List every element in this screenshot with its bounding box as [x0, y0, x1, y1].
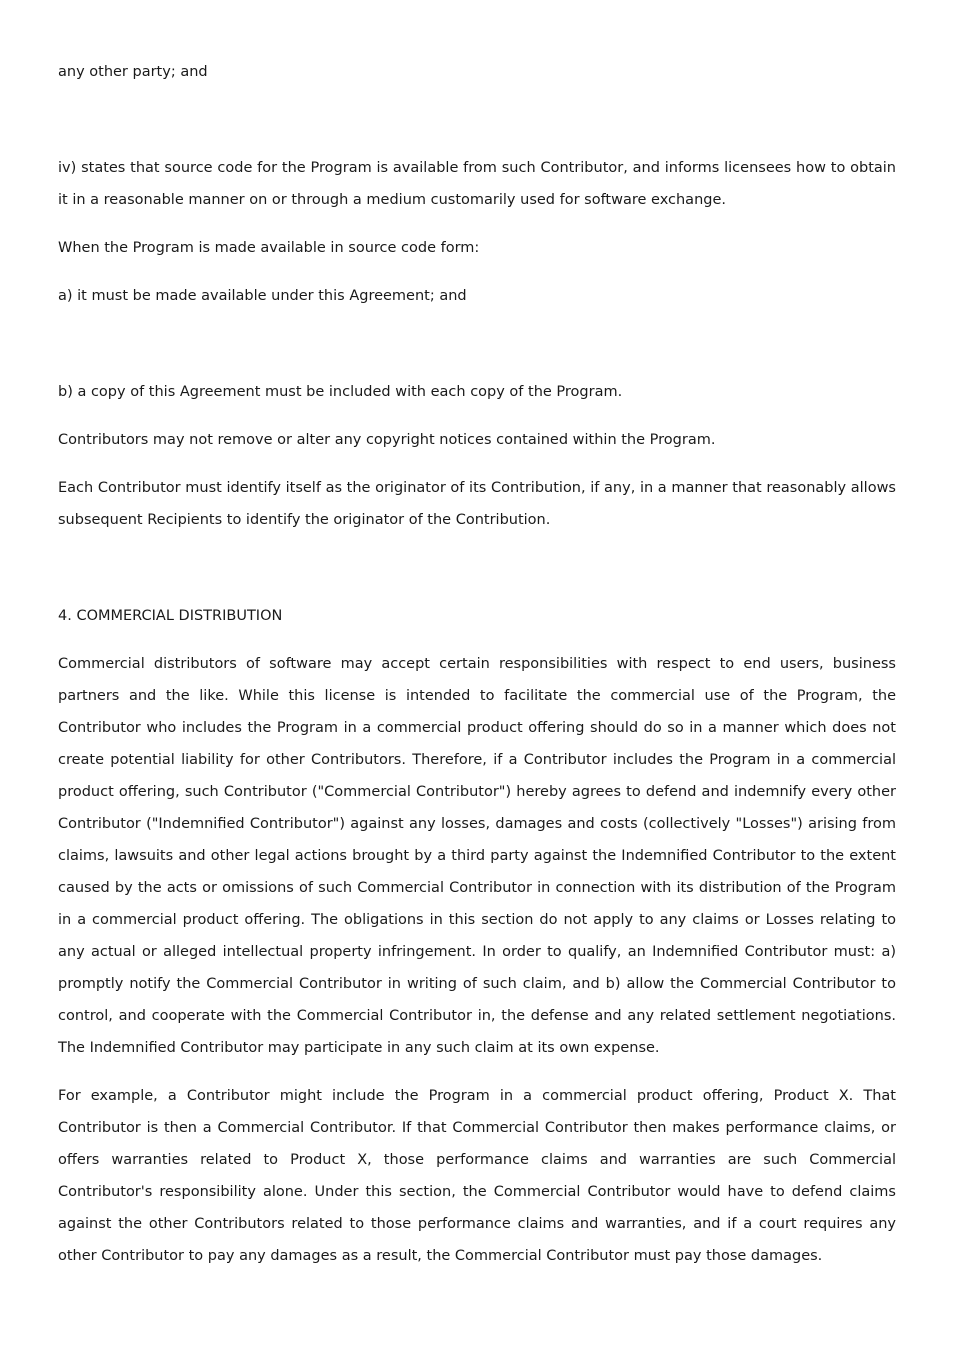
paragraph-identify-originator: Each Contributor must identify itself as the originator of its Contribution, if any, in a manner that reasonably allows subsequent Recipients to identify the originator of the Contribution.: [58, 480, 896, 528]
paragraph-example: For example, a Contributor might include the Program in a commercial product offering, Product X. That Contributor is then a Commercial Contributor. If that Commercial Contributor then makes performance claims, or offers warranties related to Product X, those performance claims and warranties are such Commercial Contributor's responsibility alone. Under this section, the Commercial Contributor would have to defend claims against the other Contributors related to those performance claims and warranties, and if a court requires any other Contributor to pay any damages as a result, the Commercial Contributor must pay those damages.: [58, 1088, 896, 1264]
paragraph-item-b: b) a copy of this Agreement must be included with each copy of the Program.: [58, 384, 623, 400]
paragraph-item-a: a) it must be made available under this Agreement; and: [58, 288, 467, 304]
spacer: [58, 328, 896, 376]
spacer: [58, 552, 896, 600]
spacer: [58, 104, 896, 152]
paragraph-copyright-notices: Contributors may not remove or alter any copyright notices contained within the Program.: [58, 432, 716, 448]
paragraph-source-code-availability: iv) states that source code for the Program is available from such Contributor, and informs licensees how to obtain it in a reasonable manner on or through a medium customarily used for software exchange.: [58, 160, 896, 208]
paragraph-commercial-distributors: Commercial distributors of software may accept certain responsibilities with respect to end users, business partners and the like. While this license is intended to facilitate the commercial use of the Program, the Contributor who includes the Program in a commercial product offering should do so in a manner which does not create potential liability for other Contributors. Therefore, if a Contributor includes the Program in a commercial product offering, such Contributor ("Commercial Contributor") hereby agrees to defend and indemnify every other Contributor ("Indemnified Contributor") against any losses, damages and costs (collectively "Losses") arising from claims, lawsuits and other legal actions brought by a third party against the Indemnified Contributor to the extent caused by the acts or omissions of such Commercial Contributor in connection with its distribution of the Program in a commercial product offering. The obligations in this section do not apply to any claims or Losses relating to any actual or alleged intellectual property infringement. In order to qualify, an Indemnified Contributor must: a) promptly notify the Commercial Contributor in writing of such claim, and b) allow the Commercial Contributor to control, and cooperate with the Commercial Contributor in, the defense and any related settlement negotiations. The Indemnified Contributor may participate in any such claim at its own expense.: [58, 656, 896, 1056]
paragraph-any-other-party: any other party; and: [58, 64, 208, 80]
document-page: [58, 56, 896, 1288]
paragraph-source-code-form: When the Program is made available in source code form:: [58, 240, 480, 256]
section-heading-commercial-distribution: 4. COMMERCIAL DISTRIBUTION: [58, 608, 283, 624]
